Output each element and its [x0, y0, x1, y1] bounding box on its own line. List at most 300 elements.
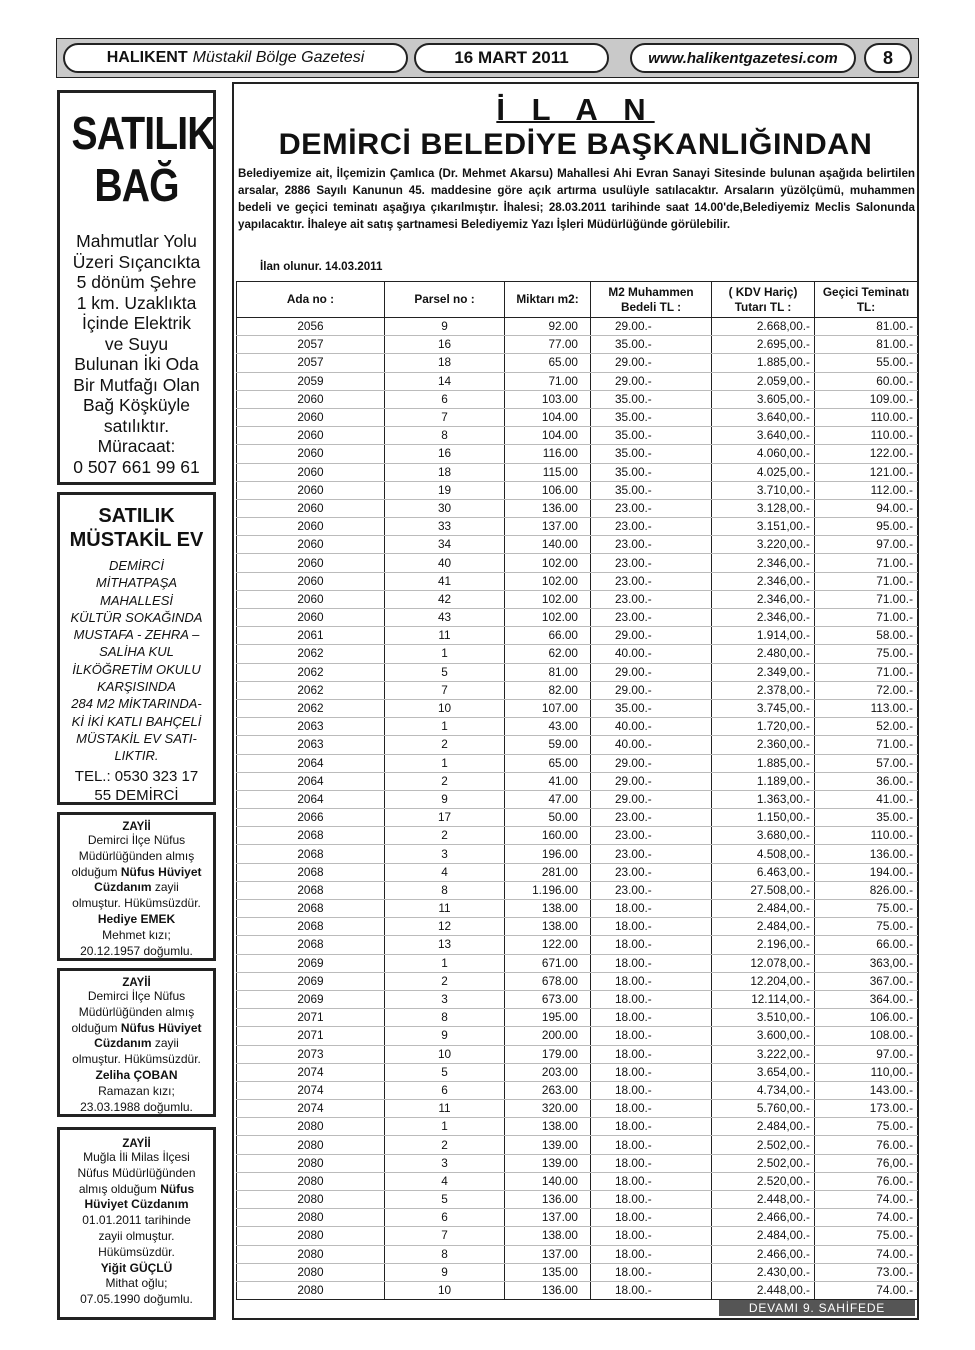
notice-line: 20.12.1957 doğumlu.	[80, 943, 193, 958]
cell-ada: 2068	[237, 900, 385, 918]
ad-line: KÜLTÜR SOKAĞINDA	[70, 609, 203, 625]
cell-miktar: 160.00	[505, 827, 591, 845]
ad-title-line1: SATILIK	[98, 505, 175, 527]
cell-ada: 2062	[237, 681, 385, 699]
cell-ada: 2080	[237, 1136, 385, 1154]
notice-zayi-3	[57, 1127, 216, 1320]
cell-muhammen: 23.00.-	[591, 809, 712, 827]
notice-title: ZAYİİ	[122, 821, 151, 833]
cell-ada: 2060	[237, 609, 385, 627]
cell-ada: 2064	[237, 754, 385, 772]
table-row	[237, 1263, 918, 1281]
cell-teminat: 75.00.-	[815, 1227, 918, 1245]
cell-muhammen: 18.00.-	[591, 1081, 712, 1099]
cell-ada: 2066	[237, 809, 385, 827]
cell-tutar: 2.360,00.-	[712, 736, 815, 754]
cell-muhammen: 18.00.-	[591, 1027, 712, 1045]
cell-tutar: 3.510,00.-	[712, 1009, 815, 1027]
cell-teminat: 826.00.-	[815, 881, 918, 899]
cell-miktar: 103.00	[505, 390, 591, 408]
cell-tutar: 3.640,00.-	[712, 408, 815, 426]
cell-miktar: 115.00	[505, 463, 591, 481]
cell-muhammen: 18.00.-	[591, 1209, 712, 1227]
cell-tutar: 5.760,00.-	[712, 1100, 815, 1118]
cell-muhammen: 23.00.-	[591, 536, 712, 554]
table-row	[237, 1063, 918, 1081]
column-header-ada: Ada no :	[237, 282, 385, 318]
notice-owner	[60, 912, 213, 928]
continued-notice: DEVAMI 9. SAHİFEDE	[719, 1300, 915, 1316]
cell-parsel: 8	[385, 881, 505, 899]
cell-teminat: 95.00.-	[815, 518, 918, 536]
cell-tutar: 2.448,00.-	[712, 1191, 815, 1209]
cell-ada: 2074	[237, 1100, 385, 1118]
cell-muhammen: 35.00.-	[591, 463, 712, 481]
table-row	[237, 1136, 918, 1154]
cell-tutar: 2.484,00.-	[712, 1227, 815, 1245]
cell-ada: 2064	[237, 790, 385, 808]
cell-muhammen: 18.00.-	[591, 972, 712, 990]
notice-zayi-1	[57, 812, 216, 961]
cell-tutar: 27.508,00.-	[712, 881, 815, 899]
cell-tutar: 2.059,00.-	[712, 372, 815, 390]
table-row	[237, 936, 918, 954]
cell-tutar: 2.466,00.-	[712, 1245, 815, 1263]
notice-line: Muğla İli Milas İlçesi	[83, 1150, 190, 1164]
cell-teminat: 36.00.-	[815, 772, 918, 790]
cell-muhammen: 29.00.-	[591, 754, 712, 772]
notice-line: Müdürlüğünden almış	[78, 1004, 195, 1019]
website-link[interactable]: www.halikentgazetesi.com	[630, 43, 856, 73]
column-header-muhammen: M2 Muhammen Bedeli TL :	[591, 282, 712, 318]
cell-miktar: 196.00	[505, 845, 591, 863]
notice-zayi-2	[57, 968, 216, 1117]
cell-muhammen: 18.00.-	[591, 1045, 712, 1063]
cell-teminat: 76.00.-	[815, 1136, 918, 1154]
cell-miktar: 104.00	[505, 427, 591, 445]
cell-teminat: 74.00.-	[815, 1209, 918, 1227]
cell-ada: 2060	[237, 572, 385, 590]
cell-ada: 2062	[237, 645, 385, 663]
cell-teminat: 41.00.-	[815, 790, 918, 808]
cell-muhammen: 18.00.-	[591, 1227, 712, 1245]
notice-line: olmuştur. Hükümsüzdür.	[72, 1052, 201, 1067]
cell-muhammen: 23.00.-	[591, 881, 712, 899]
cell-parsel: 4	[385, 1172, 505, 1190]
parcel-table	[236, 281, 918, 1300]
cell-parsel: 10	[385, 699, 505, 717]
cell-ada: 2060	[237, 390, 385, 408]
cell-parsel: 2	[385, 827, 505, 845]
cell-tutar: 2.346,00.-	[712, 609, 815, 627]
cell-muhammen: 18.00.-	[591, 918, 712, 936]
notice-text: zayii	[151, 1036, 179, 1051]
cell-teminat: 60.00.-	[815, 372, 918, 390]
cell-ada: 2080	[237, 1227, 385, 1245]
cell-ada: 2060	[237, 445, 385, 463]
cell-tutar: 1.363,00.-	[712, 790, 815, 808]
table-row	[237, 736, 918, 754]
cell-muhammen: 18.00.-	[591, 1263, 712, 1281]
cell-parsel: 9	[385, 790, 505, 808]
cell-teminat: 121.00.-	[815, 463, 918, 481]
cell-muhammen: 29.00.-	[591, 790, 712, 808]
cell-tutar: 1.720,00.-	[712, 718, 815, 736]
cell-miktar: 138.00	[505, 918, 591, 936]
cell-ada: 2061	[237, 627, 385, 645]
cell-teminat: 194.00.-	[815, 863, 918, 881]
notice-line: Demirci İlçe Nüfus	[87, 989, 186, 1003]
notice-line	[60, 880, 213, 896]
ilan-title	[234, 92, 917, 128]
cell-miktar: 678.00	[505, 972, 591, 990]
cell-parsel: 30	[385, 499, 505, 517]
cell-parsel: 16	[385, 445, 505, 463]
cell-ada: 2073	[237, 1045, 385, 1063]
cell-miktar: 136.00	[505, 499, 591, 517]
cell-miktar: 65.00	[505, 754, 591, 772]
cell-ada: 2056	[237, 318, 385, 336]
cell-parsel: 6	[385, 1209, 505, 1227]
cell-teminat: 74.00.-	[815, 1245, 918, 1263]
cell-teminat: 72.00.-	[815, 681, 918, 699]
cell-miktar: 195.00	[505, 1009, 591, 1027]
cell-ada: 2060	[237, 536, 385, 554]
cell-parsel: 2	[385, 1136, 505, 1154]
cell-tutar: 3.220,00.-	[712, 536, 815, 554]
cell-tutar: 2.484,00.-	[712, 1118, 815, 1136]
ad-satilik-bag	[57, 90, 216, 485]
cell-ada: 2060	[237, 518, 385, 536]
issue-date: 16 MART 2011	[414, 43, 609, 73]
table-row	[237, 1172, 918, 1190]
table-row	[237, 609, 918, 627]
notice-owner-name: Zeliha ÇOBAN	[95, 1067, 178, 1082]
cell-ada: 2063	[237, 736, 385, 754]
cell-tutar: 2.695,00.-	[712, 336, 815, 354]
ad-line: 284 M2 MİKTARINDA-	[71, 696, 202, 712]
cell-muhammen: 18.00.-	[591, 954, 712, 972]
cell-parsel: 11	[385, 900, 505, 918]
table-row	[237, 354, 918, 372]
table-row	[237, 881, 918, 899]
cell-parsel: 8	[385, 427, 505, 445]
cell-miktar: 140.00	[505, 1172, 591, 1190]
ad-body	[60, 231, 213, 477]
cell-miktar: 137.00	[505, 518, 591, 536]
cell-miktar: 66.00	[505, 627, 591, 645]
cell-parsel: 8	[385, 1009, 505, 1027]
cell-muhammen: 35.00.-	[591, 427, 712, 445]
cell-muhammen: 40.00.-	[591, 736, 712, 754]
cell-miktar: 116.00	[505, 445, 591, 463]
cell-muhammen: 18.00.-	[591, 1100, 712, 1118]
cell-miktar: 263.00	[505, 1081, 591, 1099]
cell-miktar: 136.00	[505, 1191, 591, 1209]
cell-ada: 2064	[237, 772, 385, 790]
table-row	[237, 990, 918, 1008]
cell-ada: 2080	[237, 1281, 385, 1299]
cell-muhammen: 29.00.-	[591, 772, 712, 790]
cell-teminat: 81.00.-	[815, 336, 918, 354]
cell-muhammen: 23.00.-	[591, 572, 712, 590]
cell-miktar: 47.00	[505, 790, 591, 808]
cell-parsel: 5	[385, 663, 505, 681]
ad-line: Müracaat:	[97, 436, 176, 456]
notice-line	[60, 1197, 213, 1213]
ad-line: SALİHA KUL	[99, 644, 174, 660]
cell-miktar: 104.00	[505, 408, 591, 426]
cell-miktar: 77.00	[505, 336, 591, 354]
notice-line	[60, 865, 213, 881]
page-header	[56, 38, 919, 78]
cell-parsel: 33	[385, 518, 505, 536]
cell-muhammen: 23.00.-	[591, 845, 712, 863]
cell-tutar: 2.378,00.-	[712, 681, 815, 699]
cell-ada: 2060	[237, 427, 385, 445]
cell-ada: 2074	[237, 1081, 385, 1099]
cell-miktar: 138.00	[505, 1118, 591, 1136]
cell-parsel: 18	[385, 463, 505, 481]
cell-tutar: 2.668,00.-	[712, 318, 815, 336]
table-row	[237, 1245, 918, 1263]
notice-line: zayii olmuştur.	[98, 1228, 175, 1243]
cell-ada: 2062	[237, 663, 385, 681]
cell-teminat: 110.00.-	[815, 427, 918, 445]
ad-line: İLKÖĞRETİM OKULU	[72, 661, 201, 677]
cell-tutar: 1.885,00.-	[712, 354, 815, 372]
table-row	[237, 900, 918, 918]
cell-tutar: 2.502,00.-	[712, 1154, 815, 1172]
cell-teminat: 136.00.-	[815, 845, 918, 863]
table-row	[237, 772, 918, 790]
cell-tutar: 3.600,00.-	[712, 1027, 815, 1045]
table-row	[237, 663, 918, 681]
cell-teminat: 52.00.-	[815, 718, 918, 736]
cell-teminat: 71.00.-	[815, 572, 918, 590]
cell-muhammen: 35.00.-	[591, 445, 712, 463]
cell-ada: 2060	[237, 481, 385, 499]
cell-tutar: 4.734,00.-	[712, 1081, 815, 1099]
cell-ada: 2060	[237, 408, 385, 426]
cell-teminat: 75.00.-	[815, 918, 918, 936]
cell-teminat: 35.00.-	[815, 809, 918, 827]
cell-muhammen: 35.00.-	[591, 336, 712, 354]
cell-ada: 2080	[237, 1118, 385, 1136]
cell-teminat: 57.00.-	[815, 754, 918, 772]
cell-teminat: 75.00.-	[815, 1118, 918, 1136]
cell-muhammen: 18.00.-	[591, 1154, 712, 1172]
cell-muhammen: 18.00.-	[591, 990, 712, 1008]
cell-parsel: 34	[385, 536, 505, 554]
cell-tutar: 2.466,00.-	[712, 1209, 815, 1227]
cell-tutar: 2.430,00.-	[712, 1263, 815, 1281]
table-row	[237, 1209, 918, 1227]
cell-tutar: 2.349,00.-	[712, 663, 815, 681]
cell-parsel: 5	[385, 1191, 505, 1209]
cell-ada: 2060	[237, 463, 385, 481]
notice-bold-text: Nüfus	[160, 1181, 195, 1196]
cell-tutar: 2.196,00.-	[712, 936, 815, 954]
table-row	[237, 645, 918, 663]
cell-teminat: 113.00.-	[815, 699, 918, 717]
table-row	[237, 827, 918, 845]
cell-miktar: 106.00	[505, 481, 591, 499]
cell-miktar: 1.196.00	[505, 881, 591, 899]
ad-line: Bulunan İki Oda	[74, 354, 199, 374]
cell-parsel: 19	[385, 481, 505, 499]
cell-teminat: 71.00.-	[815, 736, 918, 754]
cell-miktar: 102.00	[505, 572, 591, 590]
table-row	[237, 954, 918, 972]
notice-line: olmuştur. Hükümsüzdür.	[72, 896, 201, 911]
cell-parsel: 42	[385, 590, 505, 608]
cell-ada: 2068	[237, 827, 385, 845]
cell-parsel: 13	[385, 936, 505, 954]
table-row	[237, 518, 918, 536]
notice-line	[60, 1182, 213, 1198]
cell-teminat: 110,00.-	[815, 1063, 918, 1081]
cell-teminat: 76.00.-	[815, 1172, 918, 1190]
cell-teminat: 55.00.-	[815, 354, 918, 372]
table-row	[237, 845, 918, 863]
cell-miktar: 139.00	[505, 1136, 591, 1154]
cell-ada: 2060	[237, 590, 385, 608]
ad-phone-line2: 55 DEMİRCİ	[94, 786, 179, 804]
cell-parsel: 41	[385, 572, 505, 590]
cell-parsel: 2	[385, 736, 505, 754]
notice-text: almış olduğum	[78, 1181, 161, 1196]
cell-miktar: 62.00	[505, 645, 591, 663]
notice-owner	[60, 1068, 213, 1084]
table-row	[237, 627, 918, 645]
table-row	[237, 318, 918, 336]
cell-parsel: 8	[385, 1245, 505, 1263]
notice-line: Hükümsüzdür.	[98, 1244, 175, 1259]
cell-tutar: 3.745,00.-	[712, 699, 815, 717]
ilan-announcement	[232, 82, 919, 1320]
cell-ada: 2074	[237, 1063, 385, 1081]
ad-line: Bağ Köşküyle	[82, 395, 190, 415]
cell-tutar: 3.605,00.-	[712, 390, 815, 408]
table-row	[237, 1045, 918, 1063]
cell-teminat: 109.00.-	[815, 390, 918, 408]
ad-satilik-ev	[57, 492, 216, 805]
notice-line	[60, 1021, 213, 1037]
ilan-body: Belediyemize ait, İlçemizin Çamlıca (Dr. Mehmet Akarsu) Mahallesi Ahi Evran Sanayi Sitesinde bulunan aşağıda belirtilen arsalar, 2886 Sayılı Kanunun 45. maddesine göre açık artırma usulüyle satılacaktır. Arsaların yüzölçümü, muhammen bedeli ve geçici teminatı aşağıya çıkarılmıştır. İhalesi; 28.03.2011 tarihinde saat 14.00'de,Belediyemiz Meclis Salonunda yapılacaktır. İhaleye ait satış şartnamesi Belediyemiz Yazı İşleri Müdürlüğünde görülebilir.	[238, 167, 915, 231]
ad-line: satılıktır.	[103, 415, 170, 436]
cell-ada: 2080	[237, 1191, 385, 1209]
cell-ada: 2060	[237, 499, 385, 517]
table-row	[237, 972, 918, 990]
cell-miktar: 81.00	[505, 663, 591, 681]
cell-parsel: 6	[385, 1081, 505, 1099]
cell-ada: 2068	[237, 863, 385, 881]
cell-parsel: 9	[385, 1027, 505, 1045]
ad-line: 1 km. Uzaklıkta	[76, 292, 197, 313]
ad-line: Kİ İKİ KATLI BAHÇELİ	[71, 713, 202, 729]
cell-miktar: 673.00	[505, 990, 591, 1008]
cell-teminat: 108.00.-	[815, 1027, 918, 1045]
table-row	[237, 1100, 918, 1118]
cell-parsel: 1	[385, 1118, 505, 1136]
cell-teminat: 143.00.-	[815, 1081, 918, 1099]
column-header-teminat: Geçici Teminatı TL:	[815, 282, 918, 318]
cell-muhammen: 35.00.-	[591, 699, 712, 717]
notice-title: ZAYİİ	[122, 1138, 151, 1150]
cell-ada: 2068	[237, 936, 385, 954]
cell-miktar: 102.00	[505, 609, 591, 627]
notice-bold-text: Cüzdanım	[94, 880, 152, 895]
cell-miktar: 122.00	[505, 936, 591, 954]
cell-tutar: 2.346,00.-	[712, 554, 815, 572]
table-row	[237, 809, 918, 827]
ad-line: MAHALLESİ	[100, 592, 173, 608]
cell-parsel: 3	[385, 990, 505, 1008]
cell-miktar: 137.00	[505, 1209, 591, 1227]
cell-ada: 2063	[237, 718, 385, 736]
table-row	[237, 554, 918, 572]
ilan-date: İlan olunur. 14.03.2011	[260, 260, 383, 273]
ad-line: Üzeri Sıçancıkta	[72, 251, 201, 272]
cell-muhammen: 18.00.-	[591, 1063, 712, 1081]
cell-muhammen: 23.00.-	[591, 590, 712, 608]
cell-ada: 2080	[237, 1172, 385, 1190]
ilan-title-text: İ L A N	[496, 92, 655, 127]
cell-miktar: 82.00	[505, 681, 591, 699]
cell-muhammen: 18.00.-	[591, 1245, 712, 1263]
cell-miktar: 671.00	[505, 954, 591, 972]
cell-tutar: 6.463,00.-	[712, 863, 815, 881]
cell-ada: 2071	[237, 1009, 385, 1027]
cell-teminat: 81.00.-	[815, 318, 918, 336]
table-row	[237, 1081, 918, 1099]
ad-line: Bir Mutfağı Olan	[73, 374, 200, 395]
cell-muhammen: 18.00.-	[591, 1281, 712, 1299]
notice-owner-name: Hediye EMEK	[97, 911, 176, 926]
cell-parsel: 7	[385, 1227, 505, 1245]
table-row	[237, 1118, 918, 1136]
table-row	[237, 336, 918, 354]
cell-ada: 2080	[237, 1209, 385, 1227]
cell-teminat: 76,00.-	[815, 1154, 918, 1172]
cell-teminat: 75.00.-	[815, 645, 918, 663]
table-header-row	[237, 282, 918, 318]
cell-muhammen: 18.00.-	[591, 1172, 712, 1190]
cell-muhammen: 29.00.-	[591, 372, 712, 390]
paper-name-bold: HALIKENT	[106, 49, 188, 66]
table-row	[237, 790, 918, 808]
notice-line: Ramazan kızı;	[98, 1083, 175, 1098]
cell-miktar: 107.00	[505, 699, 591, 717]
cell-teminat: 97.00.-	[815, 1045, 918, 1063]
cell-parsel: 14	[385, 372, 505, 390]
notice-bold-text: Nüfus Hüviyet	[120, 864, 202, 879]
table-row	[237, 427, 918, 445]
cell-miktar: 102.00	[505, 590, 591, 608]
cell-tutar: 2.346,00.-	[712, 572, 815, 590]
cell-teminat: 71.00.-	[815, 554, 918, 572]
cell-teminat: 110.00.-	[815, 827, 918, 845]
cell-parsel: 11	[385, 627, 505, 645]
cell-parsel: 16	[385, 336, 505, 354]
cell-muhammen: 23.00.-	[591, 499, 712, 517]
cell-miktar: 179.00	[505, 1045, 591, 1063]
cell-teminat: 74.00.-	[815, 1281, 918, 1299]
cell-muhammen: 23.00.-	[591, 554, 712, 572]
cell-miktar: 203.00	[505, 1063, 591, 1081]
cell-teminat: 94.00.-	[815, 499, 918, 517]
